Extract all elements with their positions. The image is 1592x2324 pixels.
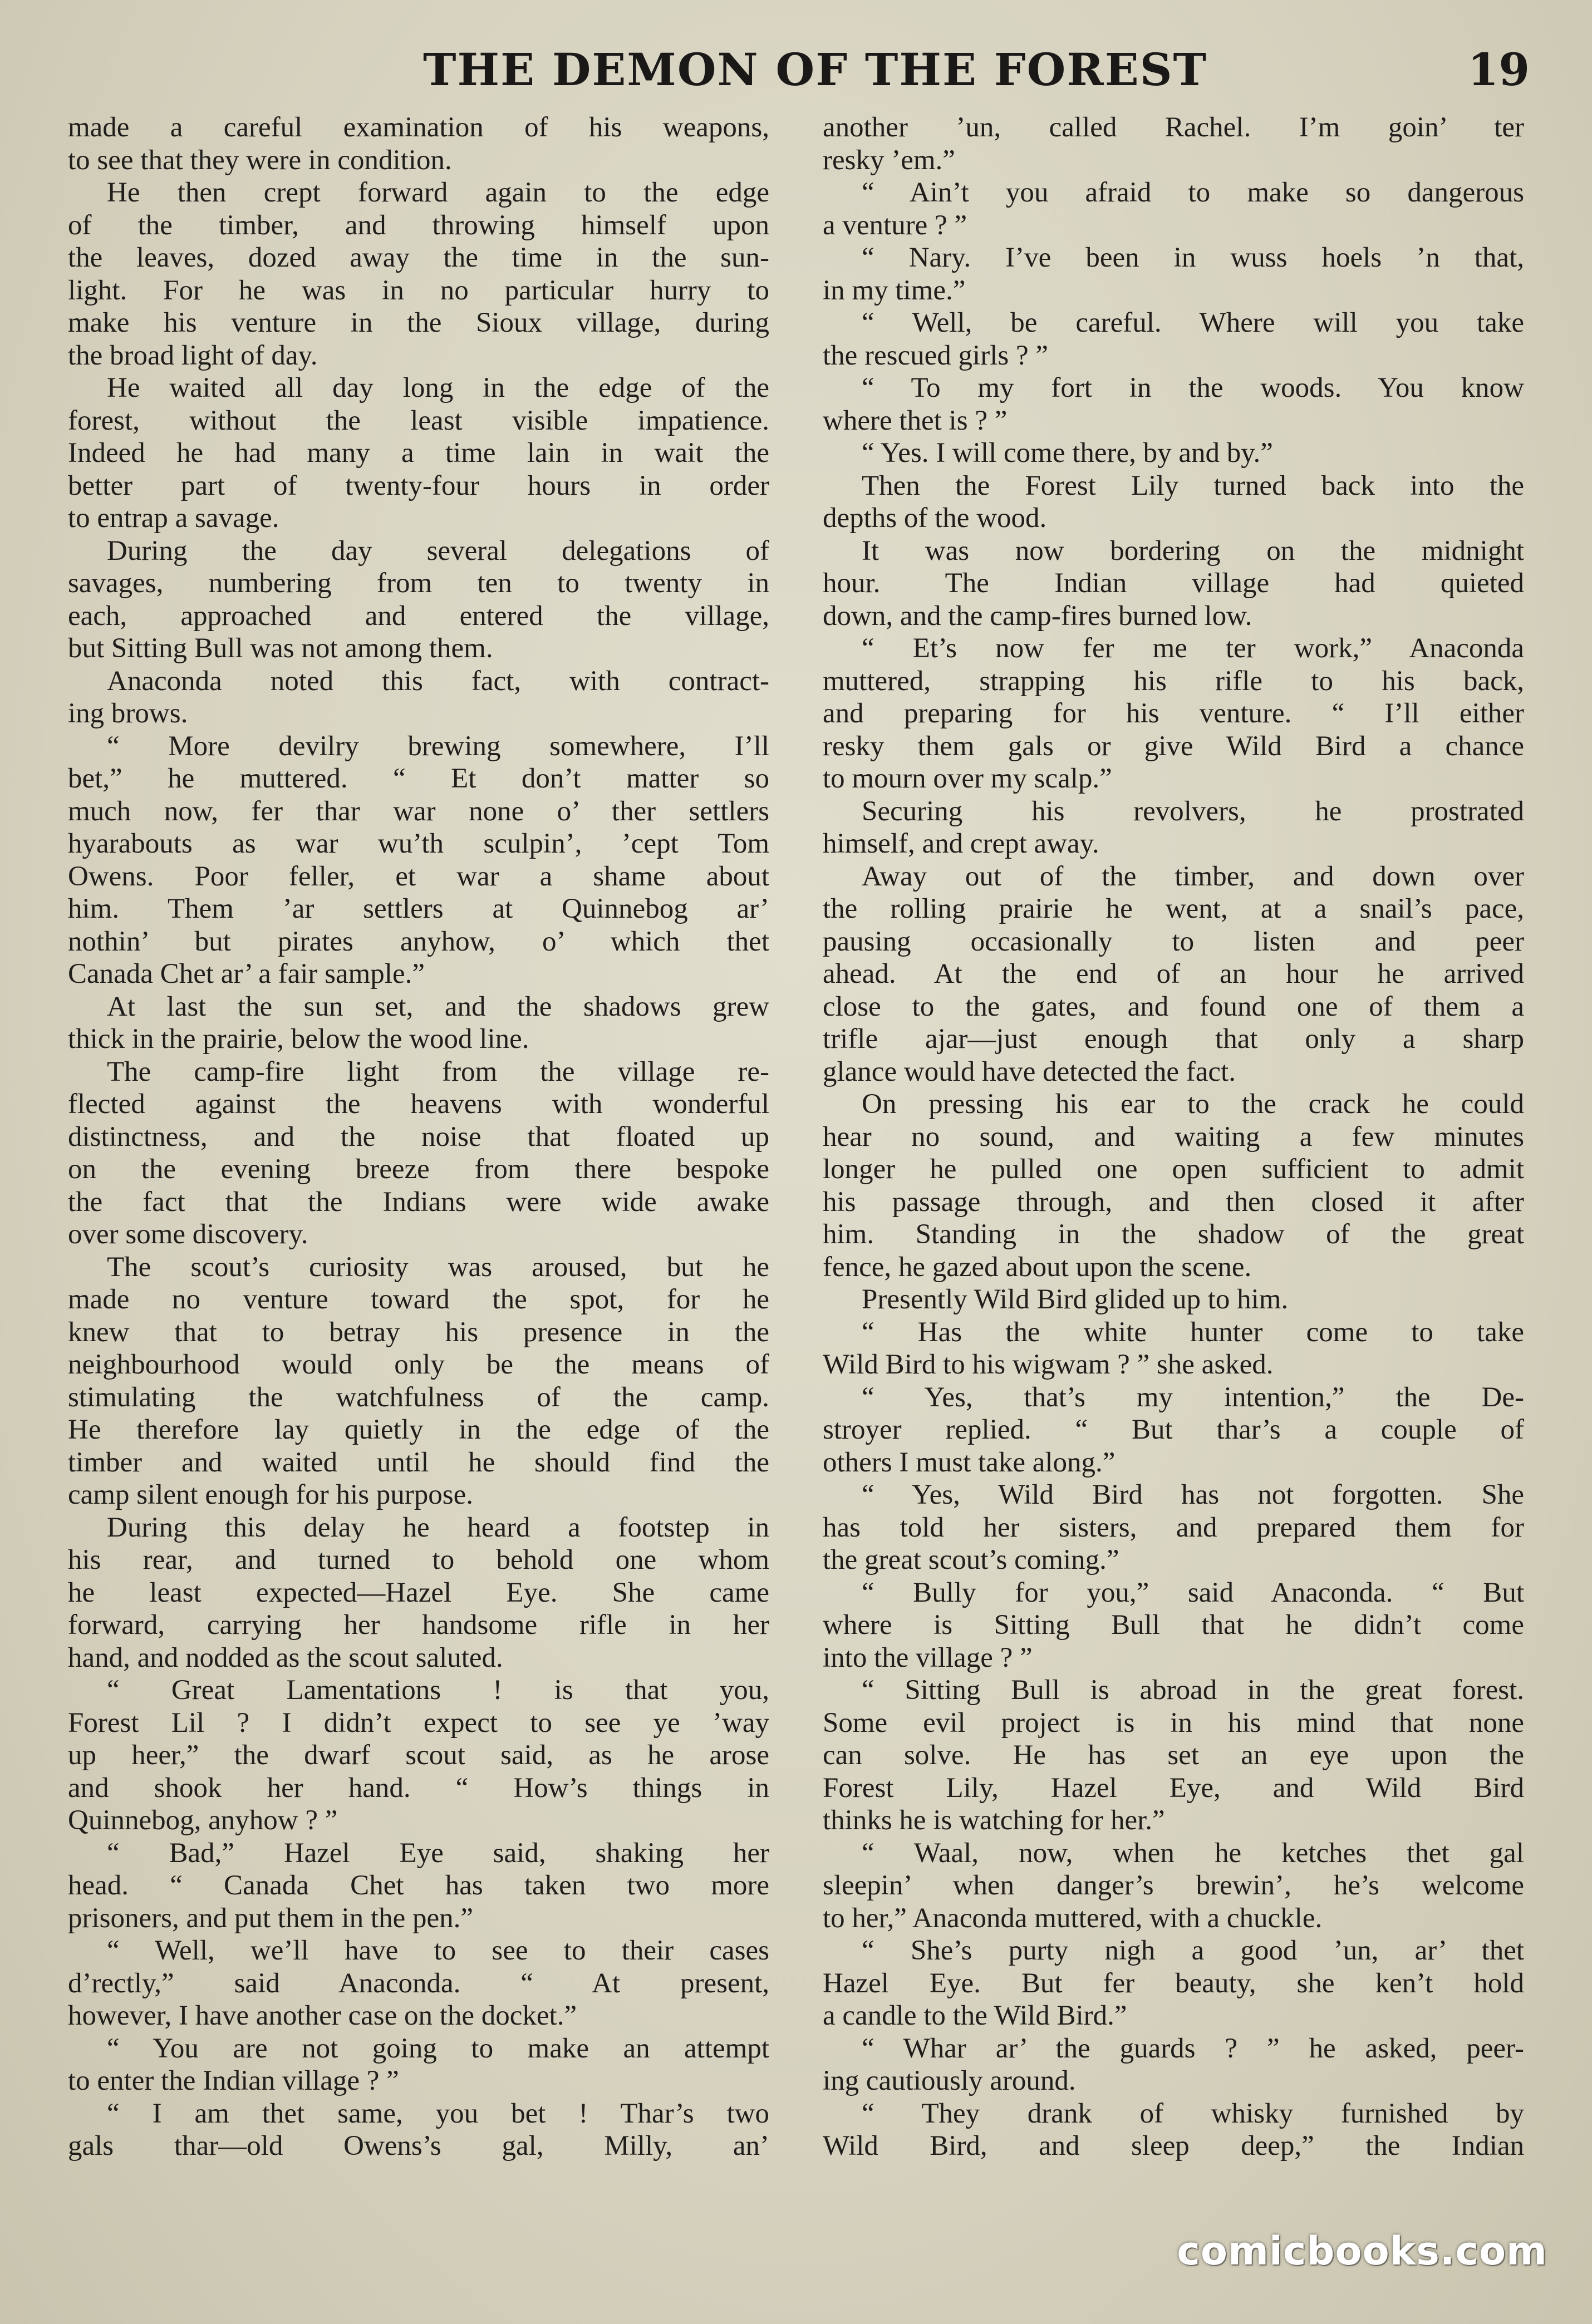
text-line: another ’un, called Rachel. I’m goin’ ter (823, 112, 1524, 143)
right-text-column (823, 111, 1524, 2204)
text-line: pausing occasionally to listen and peer (823, 925, 1524, 957)
text-line: “ Yes, Wild Bird has not forgotten. She (862, 1479, 1524, 1510)
text-line: in my time.” (823, 274, 966, 306)
text-line: the rolling prairie he went, at a snail’s pace, (823, 893, 1524, 924)
text-line: longer he pulled one open sufficient to admit (823, 1154, 1524, 1185)
text-line: bet,” he muttered. “ Et don’t matter so (68, 763, 769, 794)
text-line: resky ’em.” (823, 144, 955, 176)
text-line: has told her sisters, and prepared them for (823, 1511, 1524, 1543)
text-line: to entrap a savage. (68, 503, 279, 534)
text-line: him. Standing in the shadow of the great (823, 1219, 1524, 1250)
text-line: During the day several delegations of (107, 535, 769, 567)
text-line: gals thar—old Owens’s gal, Milly, an’ (68, 2130, 769, 2161)
text-line: down, and the camp-fires burned low. (823, 600, 1252, 632)
page-number: 19 (1467, 43, 1530, 96)
text-line: Anaconda noted this fact, with contract- (107, 665, 769, 697)
text-line: hear no sound, and waiting a few minutes (823, 1121, 1524, 1153)
text-line: fence, he gazed about upon the scene. (823, 1251, 1252, 1283)
text-line: sleepin’ when danger’s brewin’, he’s welcome (823, 1870, 1524, 1901)
text-line: savages, numbering from ten to twenty in (68, 568, 769, 599)
text-line: Then the Forest Lily turned back into the (862, 470, 1524, 501)
text-line: he least expected—Hazel Eye. She came (68, 1577, 769, 1608)
text-line: stroyer replied. “ But thar’s a couple of (823, 1414, 1524, 1445)
text-line: “ Sitting Bull is abroad in the great forest. (862, 1675, 1524, 1706)
text-line: “ Well, we’ll have to see to their cases (107, 1935, 769, 1966)
text-line: Hazel Eye. But fer beauty, she ken’t hold (823, 1967, 1524, 1999)
text-line: flected against the heavens with wonderful (68, 1089, 769, 1120)
text-line: made a careful examination of his weapons, (68, 112, 769, 143)
text-line: “ Bad,” Hazel Eye said, shaking her (107, 1837, 769, 1869)
text-line: “ Waal, now, when he ketches thet gal (862, 1837, 1524, 1869)
text-line: neighbourhood would only be the means of (68, 1349, 769, 1380)
running-title: THE DEMON OF THE FOREST (423, 43, 1208, 96)
text-line: to mourn over my scalp.” (823, 763, 1112, 794)
text-line: forest, without the least visible impatience. (68, 405, 769, 436)
left-text-column (68, 111, 769, 2204)
text-line: however, I have another case on the docket.” (68, 2000, 577, 2031)
text-line: to see that they were in condition. (68, 144, 452, 176)
text-line: much now, fer thar war none o’ ther settlers (68, 795, 769, 827)
text-line: light. For he was in no particular hurry to (68, 274, 769, 306)
text-line: his rear, and turned to behold one whom (68, 1544, 769, 1575)
text-line: Owens. Poor feller, et war a shame about (68, 860, 769, 892)
text-line: “ Nary. I’ve been in wuss hoels ’n that, (862, 242, 1524, 273)
text-line: d’rectly,” said Anaconda. “ At present, (68, 1967, 769, 1999)
text-line: a venture ? ” (823, 209, 967, 241)
text-line: “ Well, be careful. Where will you take (862, 307, 1524, 338)
text-line: head. “ Canada Chet has taken two more (68, 1870, 769, 1901)
text-line: stimulating the watchfulness of the camp. (68, 1381, 769, 1413)
text-line: Forest Lil ? I didn’t expect to see ye ’way (68, 1707, 769, 1739)
text-line: on the evening breeze from there bespoke (68, 1154, 769, 1185)
text-line: the great scout’s coming.” (823, 1544, 1119, 1575)
text-line: During this delay he heard a footstep in (107, 1511, 769, 1543)
text-line: ing brows. (68, 698, 188, 729)
text-line: but Sitting Bull was not among them. (68, 633, 493, 664)
text-line: make his venture in the Sioux village, during (68, 307, 769, 338)
text-line: The camp-fire light from the village re- (107, 1056, 769, 1087)
text-line: “ To my fort in the woods. You know (862, 372, 1524, 403)
text-line: can solve. He has set an eye upon the (823, 1740, 1524, 1771)
text-line: of the timber, and throwing himself upon (68, 209, 769, 241)
text-line: hour. The Indian village had quieted (823, 568, 1524, 599)
text-line: thick in the prairie, below the wood line. (68, 1023, 529, 1055)
text-line: into the village ? ” (823, 1642, 1033, 1673)
text-line: On pressing his ear to the crack he could (862, 1089, 1524, 1120)
text-line: “ Has the white hunter come to take (862, 1316, 1524, 1348)
text-line: “ I am thet same, you bet ! Thar’s two (107, 2097, 769, 2129)
text-line: distinctness, and the noise that floated up (68, 1121, 769, 1153)
text-line: ahead. At the end of an hour he arrived (823, 958, 1524, 989)
text-line: “ Ain’t you afraid to make so dangerous (862, 177, 1524, 208)
text-line: Presently Wild Bird glided up to him. (862, 1284, 1289, 1315)
text-line: “ You are not going to make an attempt (107, 2032, 769, 2064)
text-line: the rescued girls ? ” (823, 339, 1048, 371)
text-line: a candle to the Wild Bird.” (823, 2000, 1127, 2031)
text-line: his passage through, and then closed it after (823, 1186, 1524, 1218)
text-line: Some evil project is in his mind that none (823, 1707, 1524, 1739)
text-line: timber and waited until he should find the (68, 1446, 769, 1478)
text-line: Securing his revolvers, he prostrated (862, 795, 1524, 827)
text-line: Wild Bird to his wigwam ? ” she asked. (823, 1349, 1274, 1380)
text-line: Indeed he had many a time lain in wait the (68, 437, 769, 469)
text-line: muttered, strapping his rifle to his back, (823, 665, 1524, 697)
page-header (0, 43, 1592, 105)
text-line: over some discovery. (68, 1219, 308, 1250)
text-line: Forest Lily, Hazel Eye, and Wild Bird (823, 1772, 1524, 1804)
text-line: “ She’s purty nigh a good ’un, ar’ thet (862, 1935, 1524, 1966)
text-line: nothin’ but pirates anyhow, o’ which thet (68, 925, 769, 957)
text-line: “ Yes, that’s my intention,” the De- (862, 1381, 1524, 1413)
text-line: him. Them ’ar settlers at Quinnebog ar’ (68, 893, 769, 924)
text-line: close to the gates, and found one of them a (823, 991, 1524, 1022)
text-line: “ Great Lamentations ! is that you, (107, 1675, 769, 1706)
text-line: “ Et’s now fer me ter work,” Anaconda (862, 633, 1524, 664)
text-line: It was now bordering on the midnight (862, 535, 1524, 567)
text-line: Canada Chet ar’ a fair sample.” (68, 958, 425, 989)
text-line: where thet is ? ” (823, 405, 1008, 436)
text-line: depths of the wood. (823, 503, 1047, 534)
text-line: forward, carrying her handsome rifle in her (68, 1609, 769, 1641)
text-line: thinks he is watching for her.” (823, 1805, 1165, 1836)
text-line: the leaves, dozed away the time in the sun- (68, 242, 769, 273)
site-watermark: comicbooks.com (1177, 2228, 1547, 2274)
text-line: himself, and crept away. (823, 828, 1099, 859)
text-line: to enter the Indian village ? ” (68, 2065, 399, 2096)
text-line: He therefore lay quietly in the edge of the (68, 1414, 769, 1445)
text-line: Quinnebog, anyhow ? ” (68, 1805, 338, 1836)
text-line: “ More devilry brewing somewhere, I’ll (107, 730, 769, 762)
text-line: camp silent enough for his purpose. (68, 1479, 474, 1510)
text-line: and shook her hand. “ How’s things in (68, 1772, 769, 1804)
text-line: ing cautiously around. (823, 2065, 1076, 2096)
text-line: “ Whar ar’ the guards ? ” he asked, peer- (862, 2032, 1524, 2064)
text-line: and preparing for his venture. “ I’ll either (823, 698, 1524, 729)
text-line: each, approached and entered the village, (68, 600, 769, 632)
text-line: hyarabouts as war wu’th sculpin’, ’cept Tom (68, 828, 769, 859)
text-line: others I must take along.” (823, 1446, 1116, 1478)
text-line: where is Sitting Bull that he didn’t come (823, 1609, 1524, 1641)
text-line: made no venture toward the spot, for he (68, 1284, 769, 1315)
text-line: hand, and nodded as the scout saluted. (68, 1642, 503, 1673)
text-line: Away out of the timber, and down over (862, 860, 1524, 892)
text-line: the broad light of day. (68, 339, 318, 371)
text-line: “ Yes. I will come there, by and by.” (862, 437, 1273, 469)
text-line: better part of twenty-four hours in order (68, 470, 769, 501)
text-line: He waited all day long in the edge of the (107, 372, 769, 403)
text-line: “ They drank of whisky furnished by (862, 2097, 1524, 2129)
text-line: to her,” Anaconda muttered, with a chuckle. (823, 1902, 1323, 1934)
text-line: The scout’s curiosity was aroused, but he (107, 1251, 769, 1283)
text-line: At last the sun set, and the shadows grew (107, 991, 769, 1022)
text-line: resky them gals or give Wild Bird a chance (823, 730, 1524, 762)
text-line: He then crept forward again to the edge (107, 177, 769, 208)
text-line: Wild Bird, and sleep deep,” the Indian (823, 2130, 1524, 2161)
text-line: trifle ajar—just enough that only a sharp (823, 1023, 1524, 1055)
text-line: prisoners, and put them in the pen.” (68, 1902, 473, 1934)
text-line: glance would have detected the fact. (823, 1056, 1236, 1087)
text-line: knew that to betray his presence in the (68, 1316, 769, 1348)
text-line: the fact that the Indians were wide awake (68, 1186, 769, 1218)
text-line: up heer,” the dwarf scout said, as he arose (68, 1740, 769, 1771)
text-line: “ Bully for you,” said Anaconda. “ But (862, 1577, 1524, 1608)
